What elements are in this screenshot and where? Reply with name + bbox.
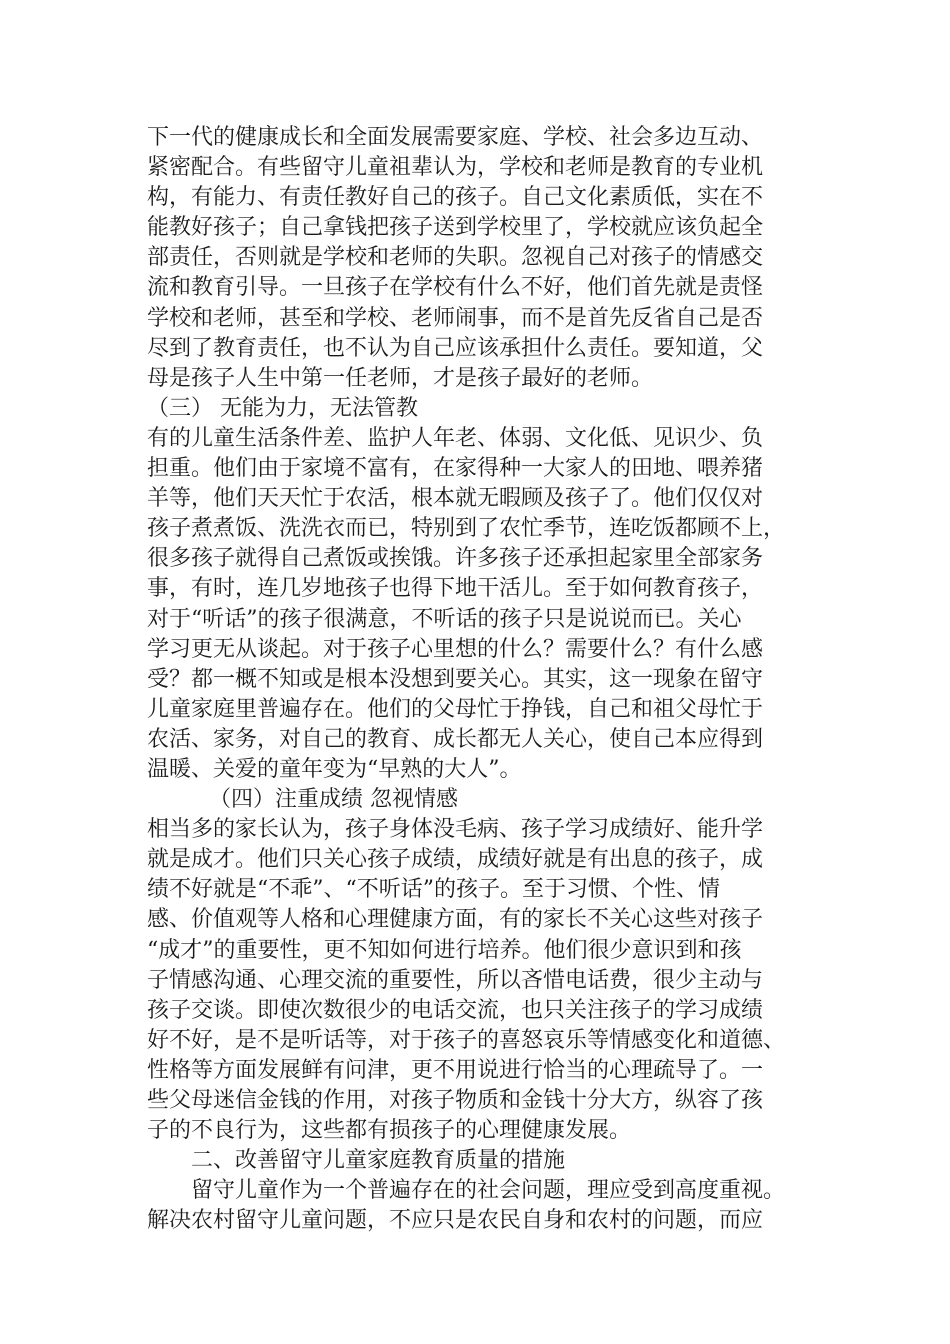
text-line: 能教好孩子；自己拿钱把孩子送到学校里了，学校就应该负起全 xyxy=(147,215,764,241)
text-line: 绩不好就是“不乖”、“不听话”的孩子。至于习惯、个性、情 xyxy=(147,877,720,903)
section-heading-4: （四）注重成绩 忽视情感 xyxy=(209,787,458,813)
text-line: 子情感沟通、心理交流的重要性，所以吝惜电话费，很少主动与 xyxy=(147,967,764,993)
text-line: 母是孩子人生中第一任老师，才是孩子最好的老师。 xyxy=(147,365,654,391)
text-line: 流和教育引导。一旦孩子在学校有什么不好，他们首先就是责怪 xyxy=(147,275,764,301)
paragraph-start-line: 留守儿童作为一个普遍存在的社会问题，理应受到高度重视。 xyxy=(191,1178,786,1204)
text-line: 对于“听话”的孩子很满意，不听话的孩子只是说说而已。关心 xyxy=(147,606,742,632)
text-line: 很多孩子就得自己煮饭或挨饿。许多孩子还承担起家里全部家务 xyxy=(147,546,764,572)
text-line: 农活、家务，对自己的教育、成长都无人关心，使自己本应得到 xyxy=(147,726,764,752)
text-line: 事，有时，连几岁地孩子也得下地干活儿。至于如何教育孩子， xyxy=(147,576,764,602)
text-line: 部责任，否则就是学校和老师的失职。忽视自己对孩子的情感交 xyxy=(147,245,764,271)
text-line: 受？都一概不知或是根本没想到要关心。其实，这一现象在留守 xyxy=(147,666,764,692)
text-line: 子的不良行为，这些都有损孩子的心理健康发展。 xyxy=(147,1118,632,1144)
text-line: 构，有能力、有责任教好自己的孩子。自己文化素质低，实在不 xyxy=(147,185,764,211)
text-line: 羊等，他们天天忙于农活，根本就无暇顾及孩子了。他们仅仅对 xyxy=(147,486,764,512)
text-line: 感、价值观等人格和心理健康方面，有的家长不关心这些对孩子 xyxy=(147,907,764,933)
text-line: 孩子煮煮饭、洗洗衣而已，特别到了农忙季节，连吃饭都顾不上， xyxy=(147,516,786,542)
text-line: 学习更无从谈起。对于孩子心里想的什么？需要什么？有什么感 xyxy=(147,636,764,662)
document-body xyxy=(147,123,807,1236)
text-line: 担重。他们由于家境不富有，在家得种一大家人的田地、喂养猪 xyxy=(147,456,764,482)
text-line: 解决农村留守儿童问题，不应只是农民自身和农村的问题，而应 xyxy=(147,1208,764,1234)
text-line: 性格等方面发展鲜有问津，更不用说进行恰当的心理疏导了。一 xyxy=(147,1057,764,1083)
text-line: 有的儿童生活条件差、监护人年老、体弱、文化低、见识少、负 xyxy=(147,425,764,451)
text-line: 相当多的家长认为，孩子身体没毛病、孩子学习成绩好、能升学 xyxy=(147,817,764,843)
text-line: 些父母迷信金钱的作用，对孩子物质和金钱十分大方，纵容了孩 xyxy=(147,1088,764,1113)
section-heading-3: （三） 无能为力，无法管教 xyxy=(147,395,418,421)
section-heading-2: 二、改善留守儿童家庭教育质量的措施 xyxy=(191,1148,566,1174)
text-line: 温暖、关爱的童年变为“早熟的大人”。 xyxy=(147,756,522,782)
text-line: 学校和老师，甚至和学校、老师闹事，而不是首先反省自己是否 xyxy=(147,305,764,331)
text-line: 就是成才。他们只关心孩子成绩，成绩好就是有出息的孩子，成 xyxy=(147,847,764,873)
text-line: 孩子交谈。即使次数很少的电话交流，也只关注孩子的学习成绩 xyxy=(147,997,764,1023)
text-line: 紧密配合。有些留守儿童祖辈认为，学校和老师是教育的专业机 xyxy=(147,155,764,181)
text-line: 儿童家庭里普遍存在。他们的父母忙于挣钱，自己和祖父母忙于 xyxy=(147,696,764,722)
text-line: 好不好，是不是听话等，对于孩子的喜怒哀乐等情感变化和道德、 xyxy=(147,1027,786,1053)
text-line: “成才”的重要性，更不知如何进行培养。他们很少意识到和孩 xyxy=(147,937,742,963)
text-line: 下一代的健康成长和全面发展需要家庭、学校、社会多边互动、 xyxy=(147,125,764,150)
text-line: 尽到了教育责任，也不认为自己应该承担什么责任。要知道，父 xyxy=(147,335,764,361)
